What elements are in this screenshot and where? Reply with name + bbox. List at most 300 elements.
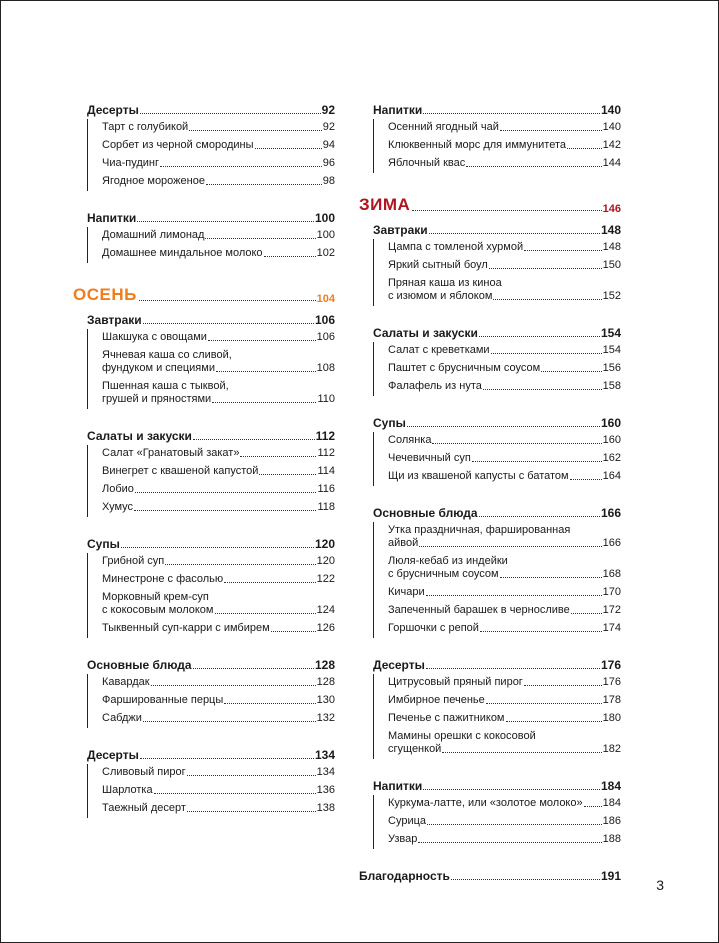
section-page-number: 120 bbox=[314, 537, 335, 551]
recipe-entry bbox=[388, 813, 621, 831]
recipe-title: фундуком и специями bbox=[102, 362, 215, 374]
recipe-title-last-line bbox=[388, 290, 621, 303]
recipe-title-last-line bbox=[388, 586, 621, 599]
dot-leader bbox=[419, 546, 601, 547]
recipe-list bbox=[87, 119, 335, 191]
recipe-title: с кокосовым молоком bbox=[102, 604, 214, 616]
recipe-title-last-line bbox=[102, 676, 335, 689]
recipe-entry bbox=[388, 602, 621, 620]
recipe-entry bbox=[388, 831, 621, 849]
recipe-page-number: 160 bbox=[602, 434, 621, 446]
recipe-title: Таежный десерт bbox=[102, 802, 186, 814]
recipe-title: Клюквенный морс для иммунитета bbox=[388, 139, 566, 151]
recipe-title-last-line bbox=[102, 501, 335, 514]
recipe-title-last-line bbox=[102, 622, 335, 635]
dot-leader bbox=[500, 130, 602, 131]
dot-leader bbox=[418, 842, 601, 843]
recipe-title-last-line bbox=[102, 483, 335, 496]
recipe-list bbox=[87, 445, 335, 517]
season-heading bbox=[359, 191, 621, 215]
toc-section bbox=[73, 311, 335, 409]
recipe-title: Шакшука с овощами bbox=[102, 331, 207, 343]
recipe-page-number: 156 bbox=[602, 362, 621, 374]
recipe-title: Паштет с брусничным соусом bbox=[388, 362, 541, 374]
recipe-title-last-line bbox=[102, 766, 335, 779]
recipe-title-last-line bbox=[102, 121, 335, 134]
section-heading bbox=[87, 311, 335, 327]
recipe-title-last-line bbox=[388, 121, 621, 134]
recipe-entry bbox=[102, 463, 335, 481]
dot-leader bbox=[137, 221, 314, 222]
recipe-title: грушей и пряностями bbox=[102, 393, 212, 405]
recipe-entry bbox=[102, 155, 335, 173]
recipe-entry bbox=[102, 692, 335, 710]
recipe-page-number: 176 bbox=[602, 676, 621, 688]
recipe-page-number: 184 bbox=[602, 797, 621, 809]
section-title: Завтраки bbox=[87, 313, 142, 327]
dot-leader bbox=[500, 577, 602, 578]
dot-leader bbox=[224, 582, 315, 583]
recipe-title-last-line bbox=[388, 604, 621, 617]
recipe-title: Винегрет с квашеной капустой bbox=[102, 465, 259, 477]
section-heading bbox=[87, 209, 335, 225]
recipe-entry bbox=[102, 620, 335, 638]
section-heading bbox=[87, 656, 335, 672]
section-page-number: 154 bbox=[600, 326, 621, 340]
recipe-title-last-line bbox=[388, 259, 621, 272]
recipe-page-number: 128 bbox=[316, 676, 335, 688]
recipe-entry bbox=[388, 378, 621, 396]
recipe-page-number: 114 bbox=[317, 465, 335, 477]
recipe-title: Горшочки с репой bbox=[388, 622, 479, 634]
recipe-page-number: 172 bbox=[602, 604, 621, 616]
recipe-title: Фалафель из нута bbox=[388, 380, 482, 392]
dot-leader bbox=[442, 752, 601, 753]
recipe-title-last-line bbox=[388, 452, 621, 465]
recipe-title: Домашнее миндальное молоко bbox=[102, 247, 263, 259]
dot-leader bbox=[524, 685, 602, 686]
recipe-title-last-line bbox=[102, 393, 335, 406]
recipe-entry bbox=[388, 674, 621, 692]
recipe-title: Сорбет из черной смородины bbox=[102, 139, 254, 151]
season-title: ОСЕНЬ bbox=[73, 285, 137, 304]
dot-leader bbox=[134, 510, 316, 511]
dot-leader bbox=[506, 721, 602, 722]
dot-leader bbox=[427, 824, 602, 825]
recipe-entry bbox=[102, 445, 335, 463]
recipe-entry bbox=[102, 481, 335, 499]
recipe-list bbox=[373, 522, 621, 638]
dot-leader bbox=[493, 299, 601, 300]
recipe-page-number: 144 bbox=[602, 157, 621, 169]
recipe-title-last-line bbox=[102, 175, 335, 188]
acknowledgements-page-number: 191 bbox=[600, 869, 621, 883]
dot-leader bbox=[216, 371, 316, 372]
dot-leader bbox=[264, 256, 316, 257]
dot-leader bbox=[429, 233, 600, 234]
recipe-page-number: 94 bbox=[322, 139, 335, 151]
recipe-title: Солянка bbox=[388, 434, 432, 446]
recipe-entry bbox=[102, 782, 335, 800]
section-title: Напитки bbox=[87, 211, 137, 225]
recipe-page-number: 140 bbox=[602, 121, 621, 133]
recipe-entry bbox=[388, 432, 621, 450]
section-title: Десерты bbox=[87, 103, 139, 117]
recipe-title-line: Пряная каша из киноа bbox=[388, 277, 502, 289]
acknowledgements-title: Благодарность bbox=[359, 869, 450, 883]
section-page-number: 160 bbox=[600, 416, 621, 430]
dot-leader bbox=[480, 631, 602, 632]
recipe-title: сгущенкой bbox=[388, 743, 442, 755]
dot-leader bbox=[423, 113, 600, 114]
recipe-entry bbox=[388, 584, 621, 602]
recipe-page-number: 158 bbox=[602, 380, 621, 392]
dot-leader bbox=[432, 443, 601, 444]
recipe-title: Тыквенный суп-карри с имбирем bbox=[102, 622, 270, 634]
recipe-entry bbox=[388, 692, 621, 710]
recipe-list bbox=[87, 764, 335, 818]
recipe-entry bbox=[102, 800, 335, 818]
recipe-title: Чиа-пудинг bbox=[102, 157, 159, 169]
recipe-page-number: 182 bbox=[602, 743, 621, 755]
recipe-title-last-line bbox=[102, 604, 335, 617]
dot-leader bbox=[224, 703, 315, 704]
season-page-number: 104 bbox=[316, 293, 335, 305]
dot-leader bbox=[205, 238, 315, 239]
toc-section bbox=[359, 221, 621, 306]
dot-leader bbox=[489, 268, 602, 269]
recipe-title-last-line bbox=[102, 139, 335, 152]
recipe-page-number: 126 bbox=[316, 622, 335, 634]
recipe-page-number: 124 bbox=[316, 604, 335, 616]
recipe-title-last-line bbox=[388, 743, 621, 756]
recipe-list bbox=[87, 227, 335, 263]
recipe-title-last-line bbox=[388, 797, 621, 810]
dot-leader bbox=[584, 806, 602, 807]
recipe-title: с изюмом и яблоком bbox=[388, 290, 493, 302]
recipe-entry bbox=[102, 499, 335, 517]
recipe-title-last-line bbox=[388, 537, 621, 550]
section-page-number: 100 bbox=[314, 211, 335, 225]
dot-leader bbox=[151, 685, 316, 686]
recipe-title-last-line bbox=[102, 802, 335, 815]
dot-leader bbox=[426, 668, 600, 669]
section-title: Десерты bbox=[87, 748, 139, 762]
recipe-entry bbox=[388, 553, 621, 584]
recipe-page-number: 120 bbox=[316, 555, 335, 567]
recipe-list bbox=[373, 674, 621, 759]
recipe-title: айвой bbox=[388, 537, 419, 549]
recipe-title: с брусничным соусом bbox=[388, 568, 499, 580]
season-title: ЗИМА bbox=[359, 195, 411, 214]
section-page-number: 106 bbox=[314, 313, 335, 327]
recipe-page-number: 134 bbox=[316, 766, 335, 778]
recipe-page-number: 138 bbox=[316, 802, 335, 814]
recipe-title: Имбирное печенье bbox=[388, 694, 485, 706]
toc-section bbox=[359, 777, 621, 849]
dot-leader bbox=[423, 789, 600, 790]
recipe-page-number: 112 bbox=[317, 447, 335, 459]
recipe-title: Хумус bbox=[102, 501, 134, 513]
recipe-title-last-line bbox=[388, 568, 621, 581]
recipe-title-line: Люля-кебаб из индейки bbox=[388, 555, 508, 567]
recipe-title: Тарт с голубикой bbox=[102, 121, 189, 133]
recipe-page-number: 188 bbox=[602, 833, 621, 845]
dot-leader bbox=[193, 439, 315, 440]
section-heading bbox=[373, 324, 621, 340]
section-heading bbox=[373, 656, 621, 672]
toc-section bbox=[359, 504, 621, 638]
recipe-list bbox=[373, 239, 621, 306]
recipe-title: Цитрусовый пряный пирог bbox=[388, 676, 523, 688]
dot-leader bbox=[143, 323, 314, 324]
section-title: Напитки bbox=[373, 103, 423, 117]
recipe-title: Шарлотка bbox=[102, 784, 153, 796]
dot-leader bbox=[206, 184, 322, 185]
recipe-entry bbox=[388, 360, 621, 378]
recipe-title: Сабджи bbox=[102, 712, 142, 724]
recipe-title: Фаршированные перцы bbox=[102, 694, 224, 706]
recipe-list bbox=[373, 342, 621, 396]
dot-leader bbox=[160, 166, 322, 167]
recipe-title-last-line bbox=[388, 157, 621, 170]
recipe-list bbox=[373, 119, 621, 173]
recipe-title-line: Пшенная каша с тыквой, bbox=[102, 380, 229, 392]
recipe-page-number: 110 bbox=[317, 393, 335, 405]
recipe-entry bbox=[388, 119, 621, 137]
recipe-entry bbox=[102, 710, 335, 728]
recipe-title-last-line bbox=[102, 465, 335, 478]
section-title: Десерты bbox=[373, 658, 425, 672]
recipe-entry bbox=[102, 137, 335, 155]
recipe-title: Ягодное мороженое bbox=[102, 175, 205, 187]
dot-leader bbox=[255, 148, 322, 149]
toc-column-left bbox=[73, 101, 335, 836]
season-heading bbox=[73, 281, 335, 305]
recipe-entry bbox=[388, 239, 621, 257]
dot-leader bbox=[412, 210, 601, 211]
section-title: Салаты и закуски bbox=[87, 429, 192, 443]
recipe-title: Чечевичный суп bbox=[388, 452, 471, 464]
dot-leader bbox=[165, 564, 315, 565]
recipe-page-number: 186 bbox=[602, 815, 621, 827]
toc-section bbox=[359, 324, 621, 396]
dot-leader bbox=[140, 758, 314, 759]
dot-leader bbox=[259, 474, 316, 475]
recipe-entry bbox=[102, 764, 335, 782]
section-title: Завтраки bbox=[373, 223, 428, 237]
toc-section bbox=[73, 209, 335, 263]
recipe-entry bbox=[388, 275, 621, 306]
recipe-entry bbox=[388, 155, 621, 173]
dot-leader bbox=[407, 426, 600, 427]
recipe-entry bbox=[102, 173, 335, 191]
recipe-title-line: Мамины орешки с кокосовой bbox=[388, 730, 536, 742]
recipe-entry bbox=[102, 347, 335, 378]
section-heading bbox=[373, 101, 621, 117]
section-page-number: 112 bbox=[315, 429, 335, 443]
toc-section bbox=[73, 427, 335, 517]
recipe-title-line: Утка праздничная, фаршированная bbox=[388, 524, 571, 536]
dot-leader bbox=[472, 461, 602, 462]
recipe-title-last-line bbox=[388, 833, 621, 846]
section-heading bbox=[373, 414, 621, 430]
recipe-entry bbox=[388, 450, 621, 468]
recipe-page-number: 102 bbox=[316, 247, 335, 259]
recipe-entry bbox=[102, 571, 335, 589]
recipe-entry bbox=[388, 728, 621, 759]
recipe-title-last-line bbox=[102, 247, 335, 260]
section-page-number: 148 bbox=[600, 223, 621, 237]
dot-leader bbox=[466, 166, 601, 167]
dot-leader bbox=[567, 148, 602, 149]
recipe-page-number: 174 bbox=[602, 622, 621, 634]
recipe-title: Салат «Гранатовый закат» bbox=[102, 447, 240, 459]
recipe-title-last-line bbox=[388, 241, 621, 254]
recipe-title: Яркий сытный боул bbox=[388, 259, 488, 271]
recipe-entry bbox=[102, 589, 335, 620]
dot-leader bbox=[140, 113, 321, 114]
dot-leader bbox=[135, 492, 317, 493]
section-heading bbox=[373, 777, 621, 793]
toc-column-right bbox=[359, 101, 621, 883]
recipe-title: Минестроне с фасолью bbox=[102, 573, 224, 585]
season-page-number: 146 bbox=[602, 203, 621, 215]
recipe-page-number: 166 bbox=[602, 537, 621, 549]
recipe-entry bbox=[388, 620, 621, 638]
recipe-title-last-line bbox=[102, 229, 335, 242]
recipe-page-number: 168 bbox=[602, 568, 621, 580]
recipe-title-last-line bbox=[388, 676, 621, 689]
recipe-page-number: 100 bbox=[316, 229, 335, 241]
dot-leader bbox=[541, 371, 601, 372]
recipe-entry bbox=[388, 710, 621, 728]
recipe-page-number: 130 bbox=[316, 694, 335, 706]
recipe-entry bbox=[388, 795, 621, 813]
dot-leader bbox=[187, 811, 316, 812]
recipe-page-number: 150 bbox=[602, 259, 621, 271]
section-title: Салаты и закуски bbox=[373, 326, 478, 340]
recipe-list bbox=[87, 329, 335, 409]
recipe-entry bbox=[388, 342, 621, 360]
recipe-title-line: Ячневая каша со сливой, bbox=[102, 349, 232, 361]
recipe-page-number: 162 bbox=[602, 452, 621, 464]
recipe-title: Куркума-латте, или «золотое молоко» bbox=[388, 797, 583, 809]
recipe-entry bbox=[388, 522, 621, 553]
recipe-entry bbox=[388, 257, 621, 275]
recipe-list bbox=[373, 795, 621, 849]
dot-leader bbox=[479, 336, 600, 337]
recipe-title-last-line bbox=[102, 362, 335, 375]
dot-leader bbox=[154, 793, 316, 794]
toc-section bbox=[73, 656, 335, 728]
toc-section bbox=[73, 101, 335, 191]
recipe-page-number: 178 bbox=[602, 694, 621, 706]
dot-leader bbox=[570, 479, 602, 480]
toc-section bbox=[359, 414, 621, 486]
recipe-title: Салат с креветками bbox=[388, 344, 490, 356]
recipe-page-number: 132 bbox=[316, 712, 335, 724]
recipe-title-last-line bbox=[388, 470, 621, 483]
recipe-title-last-line bbox=[388, 815, 621, 828]
dot-leader bbox=[479, 516, 600, 517]
toc-section bbox=[73, 535, 335, 638]
recipe-entry bbox=[102, 378, 335, 409]
recipe-title: Узвар bbox=[388, 833, 418, 845]
recipe-title-last-line bbox=[388, 694, 621, 707]
dot-leader bbox=[486, 703, 602, 704]
recipe-title: Щи из квашеной капусты с бататом bbox=[388, 470, 569, 482]
recipe-title-line: Морковный крем-суп bbox=[102, 591, 209, 603]
section-heading bbox=[87, 746, 335, 762]
recipe-list bbox=[373, 432, 621, 486]
dot-leader bbox=[426, 595, 602, 596]
recipe-page-number: 164 bbox=[602, 470, 621, 482]
recipe-page-number: 116 bbox=[317, 483, 335, 495]
dot-leader bbox=[143, 721, 316, 722]
dot-leader bbox=[212, 402, 316, 403]
recipe-title-last-line bbox=[388, 362, 621, 375]
section-heading bbox=[87, 427, 335, 443]
recipe-title: Сурица bbox=[388, 815, 427, 827]
section-page-number: 140 bbox=[600, 103, 621, 117]
section-title: Основные блюда bbox=[373, 506, 478, 520]
toc-section bbox=[359, 101, 621, 173]
section-page-number: 134 bbox=[314, 748, 335, 762]
section-heading bbox=[87, 535, 335, 551]
section-title: Основные блюда bbox=[87, 658, 192, 672]
recipe-page-number: 170 bbox=[602, 586, 621, 598]
recipe-title: Сливовый пирог bbox=[102, 766, 186, 778]
recipe-title: Яблочный квас bbox=[388, 157, 466, 169]
recipe-page-number: 142 bbox=[602, 139, 621, 151]
recipe-page-number: 136 bbox=[316, 784, 335, 796]
recipe-page-number: 108 bbox=[316, 362, 335, 374]
section-page-number: 166 bbox=[600, 506, 621, 520]
dot-leader bbox=[215, 613, 316, 614]
recipe-page-number: 180 bbox=[602, 712, 621, 724]
recipe-title: Кичари bbox=[388, 586, 425, 598]
recipe-title-last-line bbox=[102, 694, 335, 707]
section-heading bbox=[373, 221, 621, 237]
section-page-number: 92 bbox=[321, 103, 335, 117]
recipe-title-last-line bbox=[388, 139, 621, 152]
section-heading bbox=[373, 504, 621, 520]
recipe-entry bbox=[102, 674, 335, 692]
dot-leader bbox=[524, 250, 602, 251]
page-number: 3 bbox=[656, 877, 664, 893]
recipe-entry bbox=[388, 137, 621, 155]
section-title: Напитки bbox=[373, 779, 423, 793]
dot-leader bbox=[271, 631, 316, 632]
dot-leader bbox=[139, 300, 316, 301]
section-heading bbox=[87, 101, 335, 117]
recipe-page-number: 96 bbox=[322, 157, 335, 169]
recipe-entry bbox=[102, 553, 335, 571]
recipe-page-number: 98 bbox=[322, 175, 335, 187]
dot-leader bbox=[483, 389, 602, 390]
recipe-title-last-line bbox=[388, 380, 621, 393]
recipe-page-number: 122 bbox=[316, 573, 335, 585]
recipe-title-last-line bbox=[102, 712, 335, 725]
recipe-title-last-line bbox=[102, 447, 335, 460]
recipe-title: Домашний лимонад bbox=[102, 229, 205, 241]
section-title: Супы bbox=[87, 537, 120, 551]
recipe-title-last-line bbox=[102, 331, 335, 344]
recipe-title: Осенний ягодный чай bbox=[388, 121, 499, 133]
recipe-entry bbox=[102, 119, 335, 137]
recipe-title: Кавардак bbox=[102, 676, 150, 688]
